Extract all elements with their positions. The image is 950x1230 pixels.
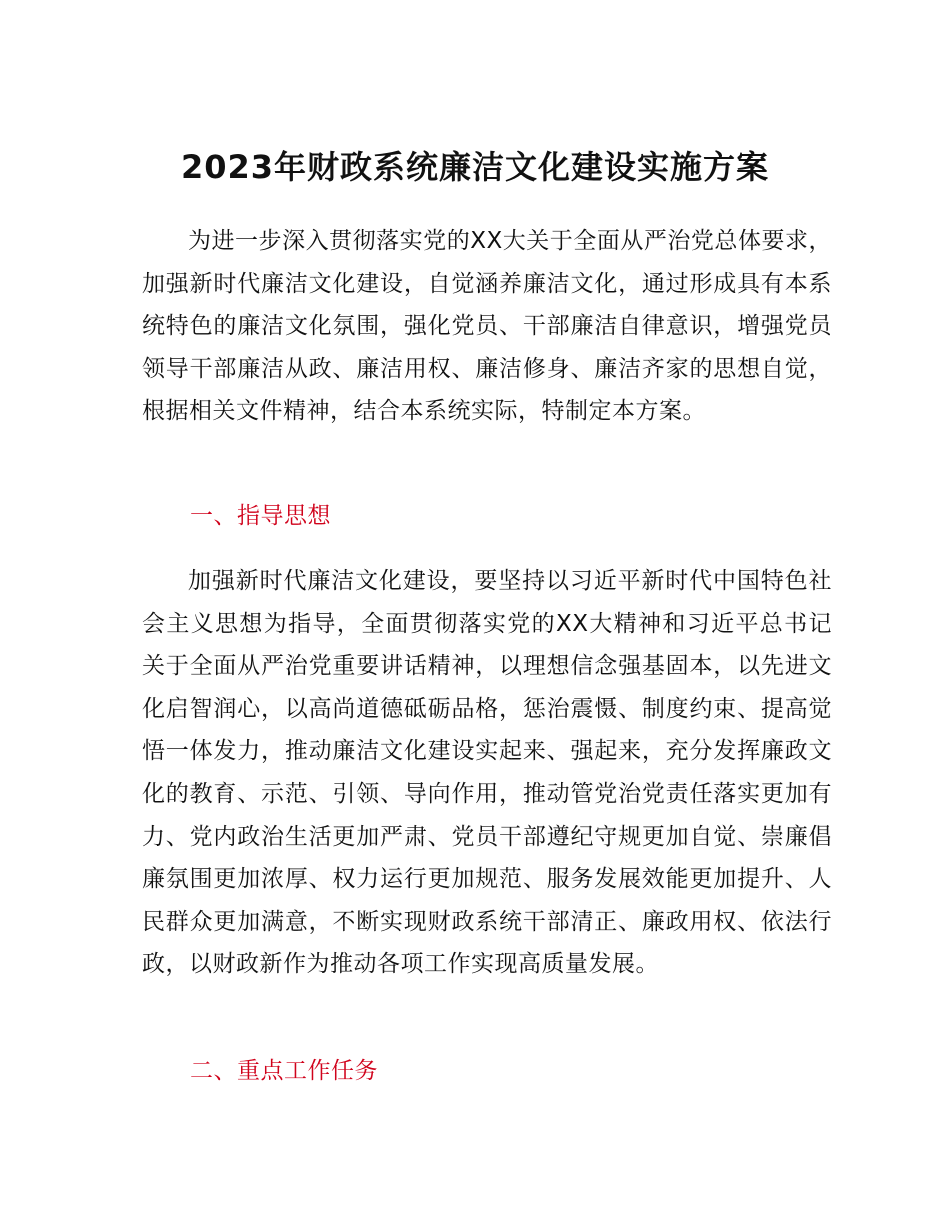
section-heading-key-tasks: 二、重点工作任务 (190, 1058, 378, 1084)
section-heading-guiding-ideology: 一、指导思想 (190, 503, 331, 529)
intro-paragraph: 为进一步深入贯彻落实党的XX大关于全面从严治党总体要求，加强新时代廉洁文化建设，自觉涵养廉洁文化，通过形成具有本系统特色的廉洁文化氛围，强化党员、干部廉洁自律意识，增强党员领导干部廉洁从政、廉洁用权、廉洁修身、廉洁齐家的思想自觉，根据相关文件精神，结合本系统实际，特制定本方案。 (142, 228, 832, 425)
document-title: 2023年财政系统廉洁文化建设实施方案 (180, 148, 770, 186)
guiding-ideology-paragraph: 加强新时代廉洁文化建设，要坚持以习近平新时代中国特色社会主义思想为指导，全面贯彻落实党的XX大精神和习近平总书记关于全面从严治党重要讲话精神，以理想信念强基固本，以先进文化启智润心，以高尚道德砥砺品格，惩治震慑、制度约束、提高觉悟一体发力，推动廉洁文化建设实起来、强起来，充分发挥廉政文化的教育、示范、引领、导向作用，推动管党治党责任落实更加有力、党内政治生活更加严肃、党员干部遵纪守规更加自觉、崇廉倡廉氛围更加浓厚、权力运行更加规范、服务发展效能更加提升、人民群众更加满意，不断实现财政系统干部清正、廉政用权、依法行政，以财政新作为推动各项工作实现高质量发展。 (142, 568, 832, 978)
